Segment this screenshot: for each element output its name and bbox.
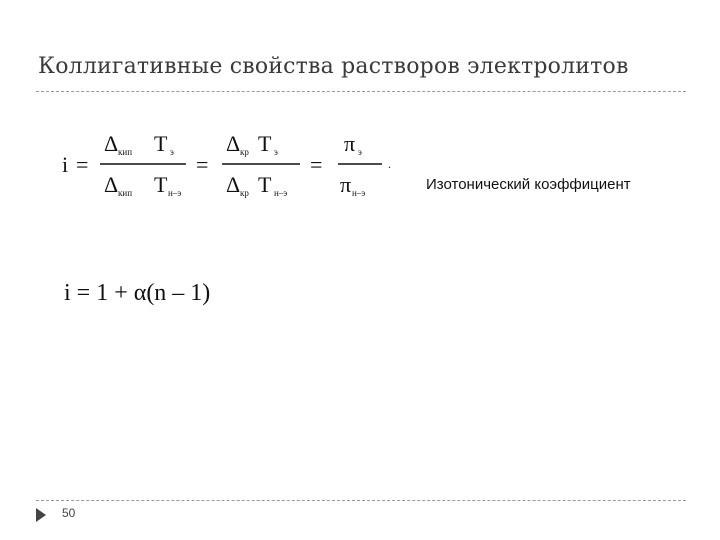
degree-dissociation-formula	[62, 274, 272, 310]
f1-den-T-sub: н–э	[168, 188, 182, 198]
triangle-bullet-icon	[36, 508, 46, 522]
formula-eq-3: =	[310, 152, 323, 177]
f2-num-delta: Δ	[226, 131, 241, 156]
slide-title: Коллигативные свойства растворов электролитов	[38, 54, 629, 79]
formula-eq-2: =	[196, 152, 209, 177]
formula2-text: i = 1 + α(n – 1)	[64, 280, 211, 306]
f2-den-sub: кр	[240, 188, 249, 198]
f2-den-T-sub: н–э	[274, 188, 288, 198]
f1-den-sub: кип	[118, 188, 133, 198]
formula-eq-1: =	[76, 152, 89, 177]
f3-den-sub: н–э	[352, 188, 366, 198]
f2-num-T-sub: э	[274, 147, 278, 157]
f1-num-sub: кип	[118, 147, 133, 157]
f3-num-pi: π	[344, 131, 356, 156]
f1-num-T: T	[154, 131, 168, 156]
f3-den-pi: π	[340, 172, 352, 197]
f1-num-delta: Δ	[104, 131, 119, 156]
f1-num-T-sub: э	[170, 147, 174, 157]
f2-den-T: T	[258, 172, 272, 197]
formula-trailing-dot: .	[388, 157, 391, 171]
f2-den-delta: Δ	[226, 172, 241, 197]
isotonic-coefficient-label: Изотонический коэффициент	[426, 176, 631, 193]
f1-den-T: T	[154, 172, 168, 197]
f1-den-delta: Δ	[104, 172, 119, 197]
footer-divider	[36, 500, 686, 501]
title-divider	[36, 91, 686, 92]
f2-num-T: T	[258, 131, 272, 156]
f2-num-sub: кр	[240, 147, 249, 157]
page-number: 50	[62, 506, 76, 520]
formula-lhs: i	[62, 152, 69, 177]
isotonic-coefficient-formula	[60, 124, 400, 210]
f3-num-sub: э	[358, 147, 362, 157]
